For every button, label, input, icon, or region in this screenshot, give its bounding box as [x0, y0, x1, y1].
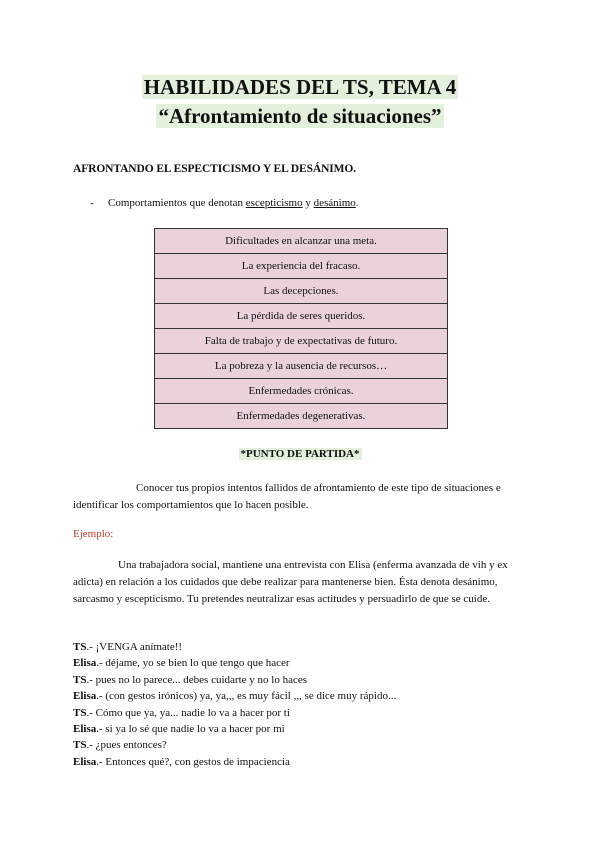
- dialogue-line: [73, 672, 396, 688]
- bullet-underline-desanimo: desánimo: [313, 197, 356, 209]
- dialogue: [73, 639, 396, 770]
- speaker: TS: [73, 641, 87, 653]
- dialogue-line: [73, 754, 396, 770]
- bullet-text-after: .: [355, 197, 359, 209]
- speaker: Elisa: [73, 723, 97, 736]
- dialogue-line: [73, 688, 396, 704]
- table-cell: Dificultades en alcanzar una meta.: [155, 229, 448, 254]
- table-row: [155, 279, 448, 304]
- table-row: [155, 254, 448, 279]
- table-row: [155, 404, 448, 429]
- table-row: [155, 329, 448, 354]
- speaker: Elisa: [73, 690, 97, 703]
- intro-paragraph: Conocer tus propios intentos fallidos de afrontamiento de este tipo de situaciones e identificar los comportamientos que lo hacen posible.: [73, 482, 501, 511]
- utterance: .- (con gestos irónicos) ya, ya,,, es muy fácil ,,, se dice muy rápido...: [96, 690, 397, 703]
- dialogue-line: [73, 705, 396, 721]
- table-row: [155, 304, 448, 329]
- bullet-underline-escepticismo: escepticismo: [245, 197, 303, 209]
- bullet-text-middle: y: [302, 197, 314, 209]
- document-subtitle: [0, 103, 600, 129]
- dialogue-line: [73, 639, 396, 655]
- table-row: [155, 229, 448, 254]
- title-line-2: “Afrontamiento de situaciones”: [158, 104, 442, 128]
- table-cell: Enfermedades degenerativas.: [155, 404, 448, 429]
- table-cell: La pérdida de seres queridos.: [155, 304, 448, 329]
- punto-de-partida-heading: [0, 448, 600, 460]
- dialogue-line: [73, 721, 396, 737]
- utterance: .- si ya lo sé que nadie lo va a hacer por mi: [96, 723, 285, 736]
- example-paragraph: Una trabajadora social, mantiene una entrevista con Elisa (enferma avanzada de vih y ex adicta) en relación a los cuidados que debe realizar para mantenerse bien. Ésta denota desánimo, sarcasmo y escepticismo. Tu pretendes neutralizar esas actitudes y persuadirlo de que se cuide.: [73, 559, 508, 605]
- utterance: .- Entonces qué?, con gestos de impaciencia: [96, 755, 290, 768]
- table-row: [155, 354, 448, 379]
- bullet-item: [90, 197, 359, 209]
- table-cell: La pobreza y la ausencia de recursos…: [155, 354, 448, 379]
- behaviours-table: [154, 228, 448, 429]
- table-cell: Falta de trabajo y de expectativas de futuro.: [155, 329, 448, 354]
- utterance: .- pues no lo parece... debes cuidarte y no lo haces: [86, 673, 307, 686]
- table-cell: Las decepciones.: [155, 279, 448, 304]
- document-title: [0, 74, 600, 100]
- dialogue-line: [73, 655, 396, 671]
- punto-de-partida-text: *PUNTO DE PARTIDA*: [240, 448, 360, 460]
- utterance: .- Cómo que ya, ya... nadie lo va a hacer por ti: [86, 706, 290, 719]
- speaker: TS: [73, 673, 87, 686]
- dialogue-line: [73, 737, 396, 753]
- speaker: TS: [73, 739, 87, 752]
- title-line-1: HABILIDADES DEL TS, TEMA 4: [143, 75, 457, 99]
- utterance: .- déjame, yo se bien lo que tengo que hacer: [96, 657, 290, 670]
- speaker: Elisa: [73, 755, 97, 768]
- utterance: .- ¡VENGA anímate!!: [86, 641, 183, 653]
- ejemplo-label: Ejemplo:: [73, 528, 114, 540]
- table-cell: La experiencia del fracaso.: [155, 254, 448, 279]
- bullet-text-before: Comportamientos que denotan: [108, 197, 246, 209]
- utterance: .- ¿pues entonces?: [86, 739, 167, 752]
- bullet-dash: -: [90, 197, 94, 209]
- section-heading: AFRONTANDO EL ESPECTICISMO Y EL DESÁNIMO.: [73, 163, 357, 175]
- table-row: [155, 379, 448, 404]
- speaker: Elisa: [73, 657, 97, 670]
- speaker: TS: [73, 706, 87, 719]
- table-cell: Enfermedades crónicas.: [155, 379, 448, 404]
